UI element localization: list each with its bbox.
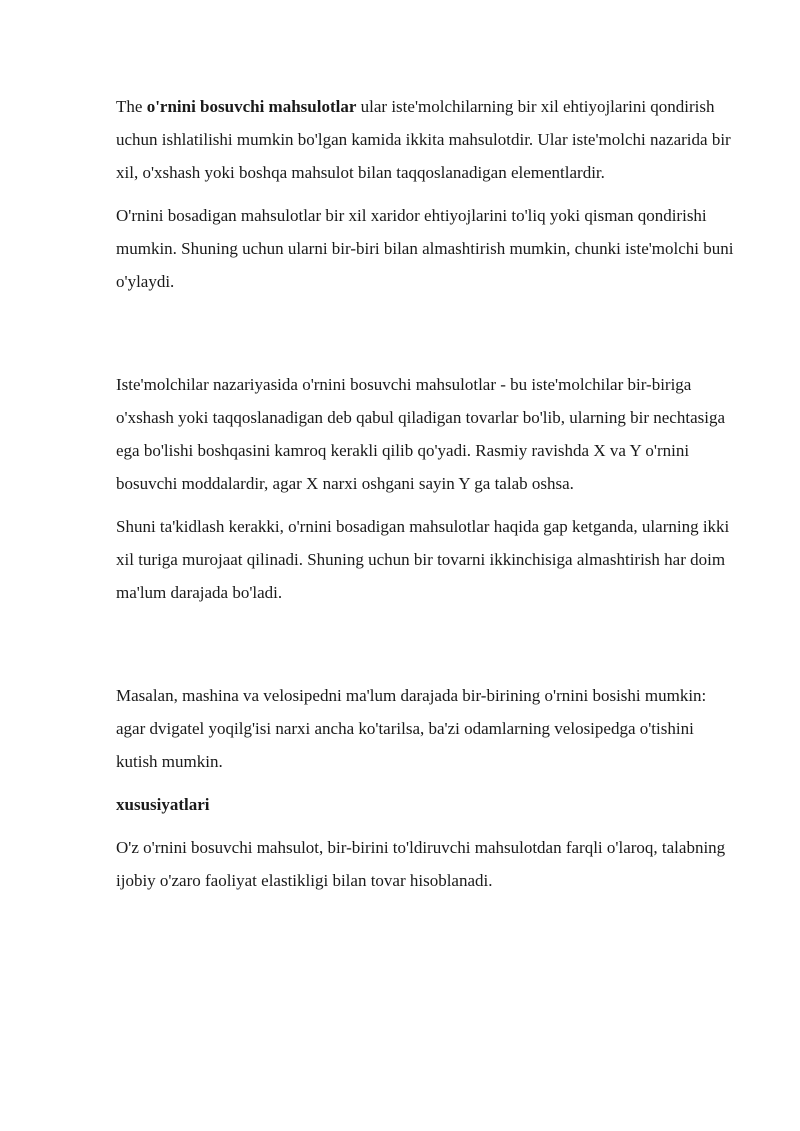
paragraph-example: Masalan, mashina va velosipedni ma'lum darajada bir-birining o'rnini bosishi mumkin: agar dvigatel yoqilg'isi narxi ancha ko'tarilsa, ba'zi odamlarning velosipedga o'tishini kutish mumkin. bbox=[116, 686, 707, 771]
document-page bbox=[116, 90, 736, 897]
paragraph-definition bbox=[116, 90, 736, 189]
section-heading: xususiyatlari bbox=[116, 795, 210, 814]
paragraph-rest: ular iste'molchilarning bir xil ehtiyojlarini qondirish uchun ishlatilishi mumkin bo'lgan kamida ikkita mahsulotdir. Ular iste'molchi nazarida bir xil, o'xshash yoki boshqa mahsulot bilan taqqoslanadigan elementlardir. bbox=[116, 97, 731, 182]
paragraph-prefix: The bbox=[116, 97, 147, 116]
paragraph-consumer-theory: Iste'molchilar nazariyasida o'rnini bosuvchi mahsulotlar - bu iste'molchilar bir-biriga o'xshash yoki taqqoslanadigan deb qabul qiladigan tovarlar bo'lib, ularning bir nechtasiga ega bo'lishi boshqasini kamroq kerakli qilib qo'yadi. Rasmiy ravishda X va Y o'rnini bosuvchi moddalardir, agar X narxi oshgani sayin Y ga talab oshsa. bbox=[116, 375, 726, 493]
paragraph-features: O'z o'rnini bosuvchi mahsulot, bir-birini to'ldiruvchi mahsulotdan farqli o'laroq, talabning ijobiy o'zaro faoliyat elastikligi bilan tovar hisoblanadi. bbox=[116, 838, 726, 890]
bold-term: o'rnini bosuvchi mahsulotlar bbox=[146, 97, 357, 116]
paragraph-two-types: Shuni ta'kidlash kerakki, o'rnini bosadigan mahsulotlar haqida gap ketganda, ularning ikki xil turiga murojaat qilinadi. Shuning uchun bir tovarni ikkinchisiga almashtirish har doim ma'lum darajada bo'ladi. bbox=[116, 517, 730, 602]
paragraph-substitution: O'rnini bosadigan mahsulotlar bir xil xaridor ehtiyojlarini to'liq yoki qisman qondirishi mumkin. Shuning uchun ularni bir-biri bilan almashtirish mumkin, chunki iste'molchi buni o'ylaydi. bbox=[116, 206, 734, 291]
